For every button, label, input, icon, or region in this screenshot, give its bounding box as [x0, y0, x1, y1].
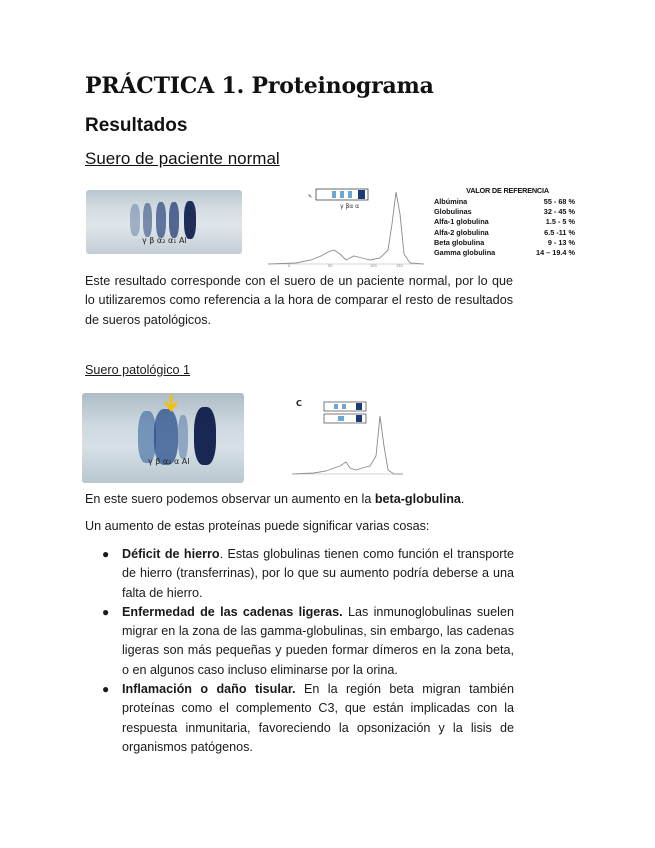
reference-label: Albúmina — [434, 197, 468, 206]
svg-text:100: 100 — [370, 264, 377, 268]
pathological-observation-paragraph — [85, 490, 513, 509]
reference-label: Globulinas — [434, 207, 472, 217]
normal-gel-image — [86, 190, 242, 254]
reference-label: Alfa-1 globulina — [434, 217, 489, 227]
pathological-gel-lane-marks: γ β α₂ α Al — [148, 457, 190, 466]
observation-highlight: beta-globulina — [374, 492, 461, 506]
pathological-serum-heading: Suero patológico 1 — [85, 363, 191, 377]
page-title: PRÁCTICA 1. Proteinograma — [85, 73, 434, 99]
reference-values-table — [430, 186, 575, 258]
reference-row — [430, 217, 575, 227]
reference-value: 55 - 68 % — [543, 197, 575, 206]
list-item-text: Las inmunoglobulinas suelen migrar en la zona de las gamma-globulinas, sin embargo, las cadenas ligeras son más pequeñas y pueden formar dímeros en la zona beta, o en algunos caso incluso eliminarse por la orina. — [122, 604, 514, 677]
svg-text:50: 50 — [328, 264, 333, 268]
bullet-icon: ● — [102, 604, 110, 619]
normal-serum-paragraph: Este resultado corresponde con el suero de un paciente normal, por lo que lo utilizaremos como referencia a la hora de comparar el resto de resultados de sueros patológicos. — [85, 274, 513, 327]
list-item-title: Déficit de hierro — [122, 547, 220, 561]
reference-label: Gamma globulina — [434, 248, 496, 258]
list-item-text: . Estas globulinas tienen como función el transporte de hierro (transferrinas), por lo que su aumento podría deberse a una falta de hierro. — [122, 547, 514, 600]
bullet-icon: ● — [102, 682, 110, 697]
reference-value: 6.5 -11 % — [544, 227, 575, 237]
reference-value: 1.5 - 5 % — [545, 217, 575, 227]
reference-row — [430, 238, 575, 248]
reference-value: 32 - 45 % — [543, 207, 575, 217]
reference-row — [430, 248, 575, 258]
reference-row — [430, 228, 575, 238]
svg-text:0: 0 — [288, 264, 291, 268]
list-item — [100, 680, 514, 757]
observation-suffix: . — [460, 492, 465, 506]
list-item-text: En la región beta migran también proteínas como el complemento C3, que están implicadas con la respuesta inmunitaria, favoreciendo la opsonización y la lisis de organismos patógenos. — [122, 682, 514, 754]
subsection-heading: Suero de paciente normal — [85, 149, 280, 168]
reference-row — [430, 207, 575, 217]
causes-list — [100, 545, 514, 757]
section-heading: Resultados — [85, 115, 188, 136]
list-item-title: Enfermedad de las cadenas ligeras. — [122, 604, 343, 619]
list-item — [100, 545, 514, 603]
reference-label: Beta globulina — [434, 237, 485, 247]
bullet-icon: ● — [102, 547, 110, 561]
observation-text: En este suero podemos observar un aumento en la — [85, 492, 375, 506]
svg-text:✎: ✎ — [308, 194, 313, 200]
reference-value: 9 - 13 % — [547, 237, 575, 247]
svg-text:150: 150 — [396, 264, 403, 268]
list-item-title: Inflamación o daño tisular. — [122, 682, 296, 697]
svg-text:γ βα α: γ βα α — [340, 203, 360, 210]
yellow-arrow-icon — [164, 395, 178, 413]
reference-row — [430, 197, 575, 207]
normal-gel-lane-marks: γ β α₂ α₁ Al — [142, 236, 187, 245]
normal-densitometry-trace — [266, 184, 426, 268]
meaning-paragraph: Un aumento de estas proteínas puede significar varias cosas: — [85, 519, 430, 533]
pathological-densitometry-trace — [290, 396, 405, 480]
reference-value: 14 – 19.4 % — [536, 248, 575, 258]
reference-label: Alfa-2 globulina — [434, 227, 489, 237]
pathological-gel-image — [82, 393, 244, 483]
reference-table-title: VALOR DE REFERENCIA — [466, 186, 549, 195]
panel-letter: C — [296, 399, 302, 408]
list-item — [100, 603, 514, 680]
